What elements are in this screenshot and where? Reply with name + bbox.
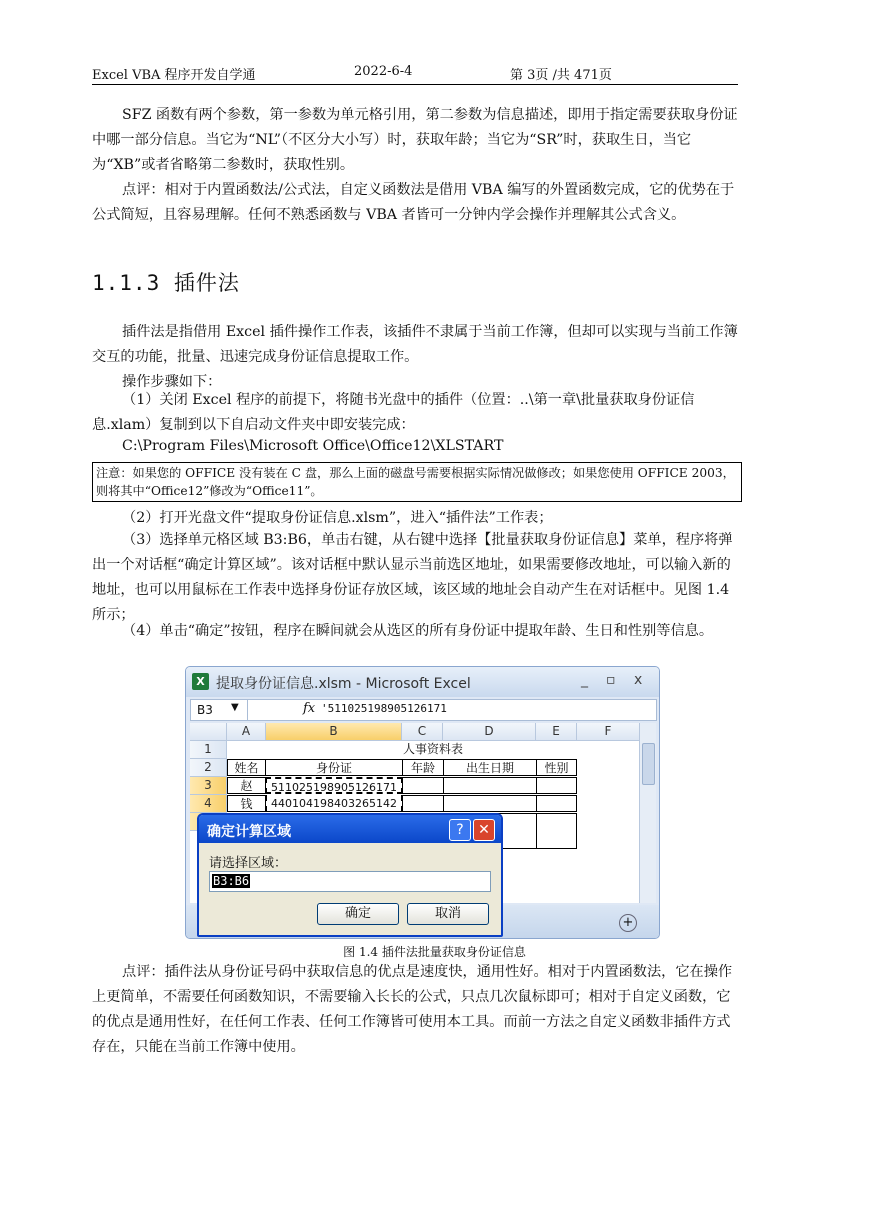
paragraph-4: 操作步骤如下： (122, 374, 222, 390)
birth-cell[interactable] (443, 795, 537, 812)
gender-cell[interactable] (536, 777, 577, 794)
name-box[interactable]: B3 (191, 700, 248, 720)
table-header-cell[interactable]: 姓名 (227, 759, 266, 776)
col-header[interactable]: E (536, 723, 577, 741)
namebox-dropdown-icon[interactable]: ▼ (231, 702, 239, 713)
figure-caption: 图 1.4 插件法批量获取身份证信息 (343, 945, 526, 959)
paragraph-7: （2）打开光盘文件“提取身份证信息.xlsm”，进入“插件法”工作表； (122, 510, 553, 526)
page-number: 第 3页 /共 471页 (510, 68, 612, 83)
path-line: C:\Program Files\Microsoft Office\Office12\XLSTART (122, 438, 504, 454)
dialog-close-icon[interactable]: ✕ (473, 819, 495, 841)
minimize-icon[interactable]: _ (581, 672, 588, 688)
age-cell[interactable] (402, 777, 444, 794)
range-input[interactable] (209, 871, 491, 892)
table-header-cell[interactable]: 身份证 (265, 759, 403, 776)
table-header-cell[interactable]: 性别 (536, 759, 577, 776)
col-header[interactable]: F (577, 723, 640, 741)
name-cell[interactable]: 钱 (227, 795, 266, 812)
paragraph-9: （4）单击“确定”按钮，程序在瞬间就会从选区的所有身份证中提取年龄、生日和性别等信息。 (122, 623, 714, 639)
book-title: Excel VBA 程序开发自学通 (92, 68, 256, 83)
page-header (92, 62, 738, 85)
id-cell[interactable]: 511025198905126171 (265, 777, 403, 794)
gender-cell[interactable] (536, 795, 577, 812)
row-header[interactable]: 2 (190, 759, 227, 777)
table-header-cell[interactable]: 出生日期 (443, 759, 537, 776)
table-header-cell[interactable]: 年龄 (402, 759, 444, 776)
header-date: 2022-6-4 (354, 64, 413, 79)
scroll-thumb[interactable] (642, 743, 655, 785)
zoom-in-icon[interactable]: + (619, 914, 637, 932)
paragraph-3: 插件法是指借用 Excel 插件操作工作表，该插件不隶属于当前工作簿，但却可以实现与当前工作簿交互的功能，批量、迅速完成身份证信息提取工作。 (92, 324, 738, 365)
birth-cell[interactable] (443, 777, 537, 794)
id-cell[interactable]: 440104198403265142 (265, 795, 403, 812)
sheet-title-cell[interactable]: 人事资料表 (402, 742, 463, 756)
excel-title: 提取身份证信息.xlsm - Microsoft Excel (216, 676, 471, 692)
maximize-icon[interactable]: ▫ (606, 672, 616, 688)
row-header[interactable]: 3 (190, 777, 227, 795)
select-all-corner[interactable] (190, 723, 227, 741)
vertical-scrollbar[interactable] (639, 723, 656, 903)
ok-button[interactable]: 确定 (317, 903, 399, 925)
note-box: 注意：如果您的 OFFICE 没有装在 C 盘，那么上面的磁盘号需要根据实际情况做修改；如果您使用 OFFICE 2003，则将其中“Office12”修改为“Office11”。 (92, 462, 742, 502)
dialog-title: 确定计算区域 (207, 824, 291, 840)
range-dialog (197, 813, 503, 937)
range-value: B3:B6 (213, 874, 250, 888)
paragraph-1: SFZ 函数有两个参数，第一参数为单元格引用，第二参数为信息描述，即用于指定需要获取身份证中哪一部分信息。当它为“NL”（不区分大小写）时，获取年龄；当它为“SR”时，获取生日，当它为“XB”或者省略第二参数时，获取性别。 (92, 107, 738, 173)
section-heading: 1.1.3 插件法 (92, 271, 240, 295)
close-icon[interactable]: x (634, 672, 643, 688)
name-cell[interactable]: 赵 (227, 777, 266, 794)
paragraph-10: 点评：插件法从身份证号码中获取信息的优点是速度快，通用性好。相对于内置函数法，它在操作上更简单，不需要任何函数知识，不需要输入长长的公式，只点几次鼠标即可；相对于自定义函数，它的优点是通用性好，在任何工作表、任何工作簿皆可使用本工具。而前一方法之自定义函数非插件方式存在，只能在当前工作簿中使用。 (92, 964, 733, 1055)
gender-cell[interactable] (536, 813, 577, 849)
paragraph-2: 点评：相对于内置函数法/公式法，自定义函数法是借用 VBA 编写的外置函数完成，它的优势在于公式简短，且容易理解。任何不熟悉函数与 VBA 者皆可一分钟内学会操作并理解其公式含义。 (92, 182, 735, 223)
col-header[interactable]: D (443, 723, 536, 741)
col-header[interactable]: C (402, 723, 443, 741)
paragraph-8: （3）选择单元格区域 B3:B6，单击右键，从右键中选择【批量获取身份证信息】菜单，程序将弹出一个对话框“确定计算区域”。该对话框中默认显示当前选区地址，如果需要修改地址，可以输入新的地址，也可以用鼠标在工作表中选择身份证存放区域，该区域的地址会自动产生在对话框中。见图 1.4 所示； (92, 532, 733, 623)
col-header[interactable]: B (266, 723, 402, 741)
cancel-button[interactable]: 取消 (407, 903, 489, 925)
dialog-titlebar (199, 815, 501, 843)
age-cell[interactable] (402, 795, 444, 812)
fx-icon[interactable]: fx (303, 701, 316, 716)
help-icon[interactable]: ? (449, 819, 471, 841)
excel-app-icon: X (192, 673, 209, 690)
formula-value[interactable]: '511025198905126171 (321, 702, 447, 715)
row-header[interactable]: 1 (190, 741, 227, 759)
excel-titlebar (186, 667, 659, 697)
col-header[interactable]: A (227, 723, 266, 741)
range-label: 请选择区域： (209, 856, 288, 871)
paragraph-5: （1）关闭 Excel 程序的前提下，将随书光盘中的插件（位置：..\第一章\批量获取身份证信息.xlam）复制到以下自启动文件夹中即安装完成： (92, 392, 695, 433)
formula-bar (190, 699, 657, 721)
row-header[interactable]: 4 (190, 795, 227, 813)
